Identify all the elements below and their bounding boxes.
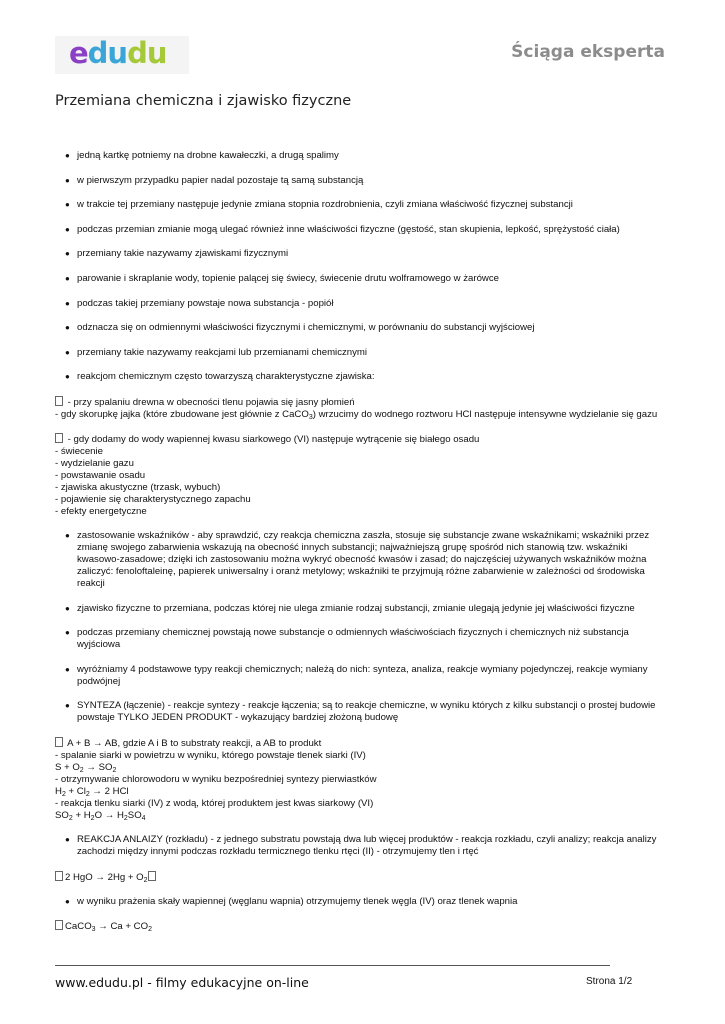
list-item: ● podczas przemian zmianie mogą ulegać również inne właściwości fizyczne (gęstość, stan skupienia, lepkość, sprężystość ciała) xyxy=(55,224,670,236)
equation-block-5 xyxy=(55,920,670,933)
text-line: - gdy dodamy do wody wapiennej kwasu siarkowego (VI) następuje wytrącenie się białego osadu xyxy=(55,433,670,446)
text-line: - świecenie xyxy=(55,445,103,457)
page-number: Strona 1/2 xyxy=(586,976,633,987)
text-line: - spalanie siarki w powietrzu w wyniku, którego powstaje tlenek siarki (IV) xyxy=(55,749,366,761)
text-line: - reakcja tlenku siarki (IV) z wodą, której produktem jest kwas siarkowy (VI) xyxy=(55,797,374,809)
document-title: Przemiana chemiczna i zjawisko fizyczne xyxy=(55,93,352,109)
list-item: ● zjawisko fizyczne to przemiana, podczas której nie ulega zmianie rodzaj substancji, zmianie ulegają jedynie jej właściwości fizyczne xyxy=(55,603,670,615)
edudu-logo xyxy=(55,36,189,74)
paragraph-block-3 xyxy=(55,737,670,822)
list-item: ● podczas przemiany chemicznej powstają nowe substancje o odmiennych właściwościach fizycznych i chemicznych niż substancja wyjściowa xyxy=(55,627,670,651)
text-line: - pojawienie się charakterystycznego zapachu xyxy=(55,493,251,505)
list-item: ● jedną kartkę potniemy na drobne kawałeczki, a drugą spalimy xyxy=(55,150,670,162)
list-item: ● w trakcie tej przemiany następuje jedynie zmiana stopnia rozdrobnienia, czyli zmiana właściwość fizycznej substancji xyxy=(55,199,670,211)
text-line: - wydzielanie gazu xyxy=(55,457,134,469)
text-line: - zjawiska akustyczne (trzask, wybuch) xyxy=(55,481,221,493)
equation-line: $SO_2 + H_2O \to H_2SO_4$ xyxy=(55,809,146,822)
document-body xyxy=(55,150,670,945)
bullet-list-2 xyxy=(55,530,670,724)
text-line: - powstawanie osadu xyxy=(55,469,146,481)
equation-line: CaCO$_3$ → $Ca + CO_2$ xyxy=(55,920,670,933)
footer-site: www.edudu.pl - filmy edukacyjne on-line xyxy=(55,975,309,990)
list-item: ● w wyniku prażenia skały wapiennej (węglanu wapnia) otrzymujemy tlenek węgla (IV) oraz tlenek wapnia xyxy=(55,896,670,908)
text-line: - efekty energetyczne xyxy=(55,505,147,517)
paragraph-block-2 xyxy=(55,433,670,518)
list-item: ● parowanie i skraplanie wody, topienie palącej się świecy, świecenie drutu wolframowego w żarówce xyxy=(55,273,670,285)
equation-line: 2 HgO → $2Hg + O_2$ xyxy=(55,871,670,884)
list-item: ● odznacza się on odmiennymi właściwości fizycznymi i chemicznymi, w porównaniu do substancji wyjściowej xyxy=(55,322,670,334)
list-item: ● w pierwszym przypadku papier nadal pozostaje tą samą substancją xyxy=(55,175,670,187)
missing-glyph-icon xyxy=(55,433,63,443)
missing-glyph-icon xyxy=(148,871,156,881)
missing-glyph-icon xyxy=(55,396,63,406)
equation-line: $H_2 + Cl_2 \to 2$ HCl xyxy=(55,785,129,798)
equation-line: $S + O_2 \to SO_2$ xyxy=(55,761,117,774)
list-item: ● SYNTEZA (łączenie) - reakcje syntezy - reakcje łączenia; są to reakcje chemiczne, w wyniku których z kilku substancji o prostej budowie powstaje TYLKO JEDEN PRODUKT - wykazujący bardziej złożoną budowę xyxy=(55,700,670,724)
bullet-list-1 xyxy=(55,150,670,383)
list-item: ● przemiany takie nazywamy zjawiskami fizycznymi xyxy=(55,248,670,260)
missing-glyph-icon xyxy=(55,871,63,881)
list-item: ● REAKCJA ANLAIZY (rozkładu) - z jednego substratu powstają dwa lub więcej produktów - reakcja rozkładu, czyli analizy; reakcja analizy zachodzi między innymi podczas rozkładu termicznego tlenku rtęci (II) - otrzymujemy tlen i rtęć xyxy=(55,834,670,858)
footer-divider xyxy=(55,965,610,966)
text-line: - przy spalaniu drewna w obecności tlenu pojawia się jasny płomień xyxy=(55,396,670,409)
equation-block-4 xyxy=(55,871,670,884)
list-item: ● zastosowanie wskaźników - aby sprawdzić, czy reakcja chemiczna zaszła, stosuje się substancje zwane wskaźnikami; wskaźniki przez zmianę swojego zabarwienia wskazują na obecność innych substancji; najważniejszą grupę spośród nich stanowią tzw. wskaźniki kwasowo-zasadowe; dzięki ich zastosowaniu można wykryć obecność kwasów i zasad; do najczęściej używanych wskaźników można zaliczyć: fenoloftaleinę, papierek uniwersalny i oranż metylowy; wskaźniki te przyjmują różne zabarwienie w zależności od środowiska reakcji xyxy=(55,530,670,590)
text-line: - gdy skorupkę jajka (które zbudowane jest głównie z CaCO$_3$) wrzucimy do wodnego roztworu HCl następuje intensywne wydzielanie się gazu xyxy=(55,408,658,421)
missing-glyph-icon xyxy=(55,737,63,747)
paragraph-block-1 xyxy=(55,396,670,421)
logo-text: edudu xyxy=(69,36,167,70)
list-item: ● przemiany takie nazywamy reakcjami lub przemianami chemicznymi xyxy=(55,347,670,359)
text-line: - otrzymywanie chlorowodoru w wyniku bezpośredniej syntezy pierwiastków xyxy=(55,773,377,785)
header-title: Ściąga eksperta xyxy=(511,42,665,62)
bullet-list-4 xyxy=(55,896,670,908)
list-item: ● wyróżniamy 4 podstawowe typy reakcji chemicznych; należą do nich: synteza, analiza, reakcje wymiany pojedynczej, reakcje wymiany podwójnej xyxy=(55,664,670,688)
list-item: ● reakcjom chemicznym często towarzyszą charakterystyczne zjawiska: xyxy=(55,371,670,383)
missing-glyph-icon xyxy=(55,920,63,930)
text-line: A + B → AB, gdzie A i B to substraty reakcji, a AB to produkt xyxy=(55,737,670,750)
list-item: ● podczas takiej przemiany powstaje nowa substancja - popiół xyxy=(55,298,670,310)
bullet-list-3 xyxy=(55,834,670,858)
